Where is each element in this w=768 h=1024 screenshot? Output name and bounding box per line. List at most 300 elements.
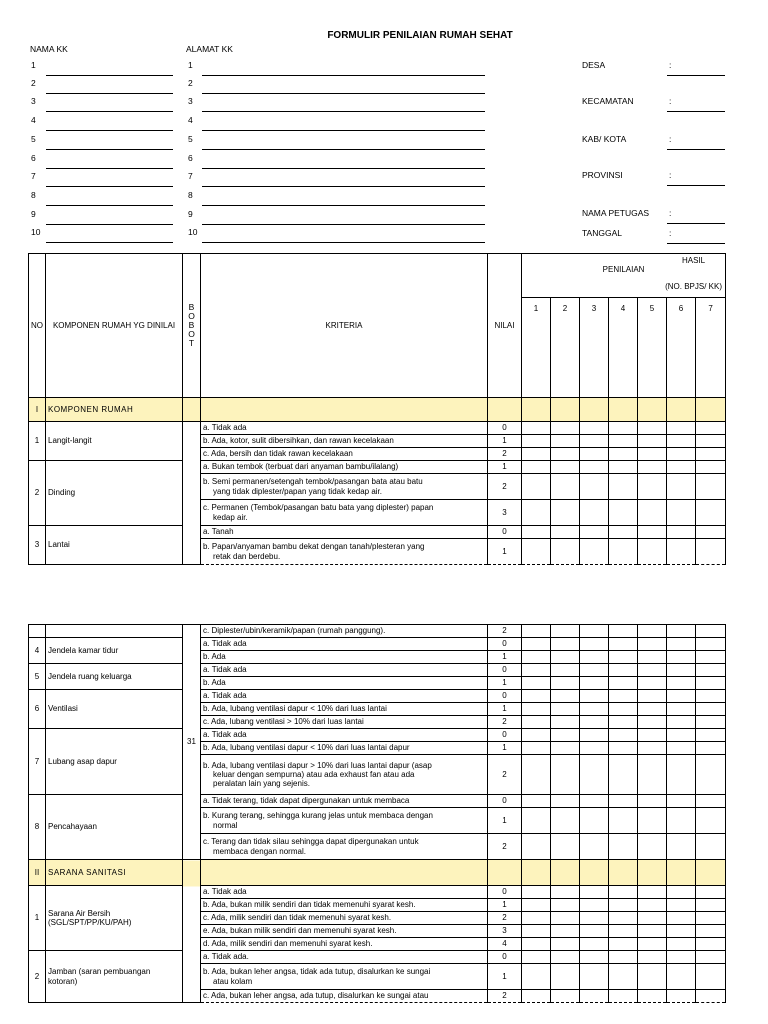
result-cell[interactable] [667,690,696,703]
alamat-kk-field[interactable] [202,224,485,225]
result-cell[interactable] [522,925,551,938]
result-cell[interactable] [580,677,609,690]
result-cell[interactable] [522,808,551,834]
result-cell[interactable] [580,808,609,834]
result-cell[interactable] [696,938,726,951]
result-cell[interactable] [609,834,638,860]
alamat-kk-field[interactable] [202,93,485,94]
nama-kk-field[interactable] [46,93,173,94]
item-number: 8 [29,795,46,860]
criteria-value: 2 [488,990,522,1003]
result-cell[interactable] [580,834,609,860]
result-cell[interactable] [696,539,726,565]
result-cell[interactable] [638,677,667,690]
result-cell[interactable] [522,677,551,690]
result-cell[interactable] [638,990,667,1003]
alamat-kk-field[interactable] [202,75,485,76]
result-cell[interactable] [609,474,638,500]
result-cell[interactable] [551,808,580,834]
result-cell[interactable] [667,474,696,500]
result-col-2: 2 [551,298,580,398]
result-cell[interactable] [551,729,580,742]
result-cell[interactable] [609,638,638,651]
result-cell[interactable] [667,886,696,899]
result-cell[interactable] [609,990,638,1003]
result-cell[interactable] [551,912,580,925]
result-cell[interactable] [551,422,580,435]
result-cell[interactable] [667,716,696,729]
result-cell[interactable] [638,899,667,912]
result-cell[interactable] [551,474,580,500]
result-cell[interactable] [609,435,638,448]
result-cell[interactable] [638,886,667,899]
result-cell[interactable] [609,500,638,526]
criteria-text [201,539,488,565]
alamat-kk-field[interactable] [202,205,485,206]
result-cell[interactable] [580,716,609,729]
criteria-text [201,938,488,951]
result-cell[interactable] [609,886,638,899]
criteria-text [201,795,488,808]
alamat-kk-row-number: 8 [188,190,193,200]
location-colon: : [669,96,672,106]
result-cell[interactable] [580,964,609,990]
result-cell[interactable] [551,990,580,1003]
result-cell[interactable] [580,899,609,912]
criteria-line: c. Ada, bukan leher angsa, ada tutup, disalurkan ke sungai atau [203,991,429,1001]
criteria-line: a. Tidak ada [203,730,247,740]
result-cell[interactable] [609,703,638,716]
result-cell[interactable] [638,461,667,474]
result-cell[interactable] [609,526,638,539]
result-cell[interactable] [522,448,551,461]
alamat-kk-field[interactable] [202,242,485,243]
item-number: 5 [29,664,46,690]
criteria-line-cont: membaca dengan normal. [213,846,306,856]
nama-kk-field[interactable] [46,111,173,112]
result-cell[interactable] [609,964,638,990]
result-cell[interactable] [696,886,726,899]
item-name-line: kotoran) [48,976,78,986]
col-header-hasil: HASIL PENILAIAN [522,254,726,277]
result-cell[interactable] [522,755,551,795]
item-name-line: Lubang asap dapur [48,756,117,766]
item-number: 1 [29,886,46,951]
result-cell[interactable] [522,938,551,951]
result-cell[interactable] [522,422,551,435]
result-cell[interactable] [580,938,609,951]
result-cell[interactable] [580,925,609,938]
result-cell[interactable] [580,742,609,755]
nama-kk-field[interactable] [46,186,173,187]
result-cell[interactable] [667,808,696,834]
item-number [29,625,46,638]
result-cell[interactable] [551,703,580,716]
result-cell[interactable] [667,664,696,677]
result-cell[interactable] [522,990,551,1003]
result-cell[interactable] [522,951,551,964]
result-cell[interactable] [638,435,667,448]
result-cell[interactable] [696,964,726,990]
result-cell[interactable] [667,625,696,638]
result-cell[interactable] [551,690,580,703]
result-cell[interactable] [551,664,580,677]
result-cell[interactable] [609,951,638,964]
result-cell[interactable] [638,690,667,703]
result-cell[interactable] [696,925,726,938]
alamat-kk-field[interactable] [202,186,485,187]
result-cell[interactable] [696,795,726,808]
location-field[interactable] [667,243,725,244]
location-field[interactable] [667,149,725,150]
result-cell[interactable] [609,755,638,795]
result-cell[interactable] [522,539,551,565]
criteria-text [201,435,488,448]
result-cell[interactable] [522,638,551,651]
result-cell[interactable] [551,539,580,565]
result-cell[interactable] [551,625,580,638]
result-cell[interactable] [551,951,580,964]
result-cell[interactable] [609,677,638,690]
result-cell[interactable] [696,448,726,461]
result-cell[interactable] [609,729,638,742]
criteria-text [201,951,488,964]
result-cell[interactable] [667,435,696,448]
result-cell[interactable] [522,716,551,729]
result-cell[interactable] [667,755,696,795]
criteria-line: a. Tidak ada [203,691,247,701]
result-cell[interactable] [667,638,696,651]
criteria-value: 0 [488,664,522,677]
result-cell[interactable] [609,422,638,435]
criteria-text [201,526,488,539]
result-cell[interactable] [551,500,580,526]
result-cell[interactable] [522,795,551,808]
result-cell[interactable] [667,951,696,964]
result-cell[interactable] [696,422,726,435]
result-cell[interactable] [551,742,580,755]
criteria-value: 0 [488,422,522,435]
location-field[interactable] [667,111,725,112]
result-cell[interactable] [580,795,609,808]
result-cell[interactable] [551,716,580,729]
criteria-line-cont: peralatan lain yang sejenis. [213,779,310,789]
result-cell[interactable] [667,651,696,664]
result-cell[interactable] [696,677,726,690]
result-cell[interactable] [638,808,667,834]
result-cell[interactable] [522,651,551,664]
result-cell[interactable] [551,834,580,860]
result-cell[interactable] [580,664,609,677]
result-cell[interactable] [609,448,638,461]
criteria-line: b. Papan/anyaman bambu dekat dengan tanah/plesteran yang [203,542,425,552]
result-cell[interactable] [609,742,638,755]
location-field[interactable] [667,185,725,186]
result-cell[interactable] [638,912,667,925]
result-cell[interactable] [609,690,638,703]
result-cell[interactable] [551,677,580,690]
result-cell[interactable] [522,912,551,925]
result-cell[interactable] [696,755,726,795]
result-cell[interactable] [580,435,609,448]
result-cell[interactable] [696,461,726,474]
result-cell[interactable] [638,422,667,435]
result-cell[interactable] [551,638,580,651]
alamat-kk-row-number: 9 [188,209,193,219]
result-cell[interactable] [667,500,696,526]
nama-kk-field[interactable] [46,130,173,131]
result-cell[interactable] [667,422,696,435]
result-cell[interactable] [696,664,726,677]
result-cell[interactable] [667,677,696,690]
result-cell[interactable] [667,461,696,474]
result-cell[interactable] [551,795,580,808]
result-cell[interactable] [638,716,667,729]
result-cell[interactable] [522,690,551,703]
nama-kk-field[interactable] [46,75,173,76]
nama-kk-field[interactable] [46,149,173,150]
result-cell[interactable] [580,526,609,539]
result-cell[interactable] [522,435,551,448]
criteria-line: b. Ada [203,678,226,688]
result-cell[interactable] [522,834,551,860]
result-cell[interactable] [667,742,696,755]
result-cell[interactable] [667,448,696,461]
result-cell[interactable] [551,651,580,664]
result-cell[interactable] [638,651,667,664]
result-cell[interactable] [696,500,726,526]
result-cell[interactable] [522,461,551,474]
nama-kk-field[interactable] [46,168,173,169]
result-cell[interactable] [638,742,667,755]
result-cell[interactable] [667,938,696,951]
result-cell[interactable] [580,500,609,526]
result-cell[interactable] [609,899,638,912]
result-cell[interactable] [696,638,726,651]
criteria-text [201,925,488,938]
criteria-value: 0 [488,886,522,899]
criteria-row [29,690,726,703]
result-cell[interactable] [609,461,638,474]
result-cell[interactable] [580,422,609,435]
result-cell[interactable] [609,925,638,938]
result-cell[interactable] [551,526,580,539]
result-cell[interactable] [551,964,580,990]
result-cell[interactable] [638,834,667,860]
result-cell[interactable] [696,899,726,912]
criteria-line: a. Tidak ada [203,423,247,433]
result-cell[interactable] [522,474,551,500]
criteria-text [201,474,488,500]
criteria-value: 2 [488,625,522,638]
result-cell[interactable] [638,664,667,677]
result-col-6: 6 [667,298,696,398]
result-cell[interactable] [638,795,667,808]
result-cell[interactable] [638,938,667,951]
criteria-text [201,755,488,795]
criteria-value: 2 [488,755,522,795]
result-cell[interactable] [609,664,638,677]
result-cell[interactable] [696,716,726,729]
result-cell[interactable] [522,742,551,755]
result-cell[interactable] [638,474,667,500]
result-cell[interactable] [667,964,696,990]
criteria-line: a. Tidak ada [203,639,247,649]
section-blank-cell [580,860,609,886]
alamat-kk-field[interactable] [202,130,485,131]
alamat-kk-row-number: 1 [188,60,193,70]
result-cell[interactable] [580,625,609,638]
result-cell[interactable] [580,651,609,664]
alamat-kk-field[interactable] [202,168,485,169]
result-cell[interactable] [696,625,726,638]
result-cell[interactable] [580,912,609,925]
result-cell[interactable] [580,690,609,703]
result-cell[interactable] [580,539,609,565]
result-cell[interactable] [609,651,638,664]
result-cell[interactable] [638,448,667,461]
result-cell[interactable] [522,899,551,912]
criteria-text [201,886,488,899]
result-cell[interactable] [638,951,667,964]
location-field[interactable] [667,75,725,76]
result-cell[interactable] [551,899,580,912]
criteria-line: a. Tidak ada. [203,952,249,962]
result-cell[interactable] [580,755,609,795]
result-cell[interactable] [551,886,580,899]
result-cell[interactable] [522,625,551,638]
location-field[interactable] [667,223,725,224]
result-cell[interactable] [609,795,638,808]
criteria-value: 3 [488,925,522,938]
result-cell[interactable] [580,951,609,964]
criteria-value: 1 [488,808,522,834]
result-cell[interactable] [522,500,551,526]
result-cell[interactable] [638,539,667,565]
result-cell[interactable] [667,912,696,925]
criteria-line: b. Ada [203,652,226,662]
result-cell[interactable] [580,729,609,742]
result-cell[interactable] [638,703,667,716]
result-cell[interactable] [667,729,696,742]
section-title: KOMPONEN RUMAH [46,398,183,422]
result-cell[interactable] [667,834,696,860]
result-cell[interactable] [667,795,696,808]
result-cell[interactable] [580,703,609,716]
result-cell[interactable] [696,951,726,964]
result-cell[interactable] [551,938,580,951]
result-cell[interactable] [638,964,667,990]
section-blank-cell [696,860,726,886]
result-cell[interactable] [638,729,667,742]
result-cell[interactable] [667,925,696,938]
result-cell[interactable] [551,755,580,795]
criteria-text [201,500,488,526]
result-cell[interactable] [638,925,667,938]
result-cell[interactable] [609,938,638,951]
result-cell[interactable] [551,461,580,474]
result-cell[interactable] [667,990,696,1003]
result-cell[interactable] [696,808,726,834]
result-cell[interactable] [638,500,667,526]
result-cell[interactable] [638,638,667,651]
result-cell[interactable] [551,448,580,461]
result-cell[interactable] [522,729,551,742]
criteria-text [201,448,488,461]
criteria-text [201,677,488,690]
location-colon: : [669,208,672,218]
result-cell[interactable] [667,526,696,539]
bobot-value: 31 [183,625,201,860]
result-cell[interactable] [580,638,609,651]
result-cell[interactable] [522,526,551,539]
result-cell[interactable] [522,664,551,677]
result-cell[interactable] [696,651,726,664]
result-cell[interactable] [696,435,726,448]
criteria-line: c. Ada, lubang ventilasi > 10% dari luas lantai [203,717,364,727]
result-col-5: 5 [638,298,667,398]
result-cell[interactable] [696,912,726,925]
result-cell[interactable] [696,834,726,860]
result-cell[interactable] [667,899,696,912]
result-cell[interactable] [638,625,667,638]
item-name [46,729,183,795]
result-cell[interactable] [609,808,638,834]
nama-kk-field[interactable] [46,205,173,206]
result-cell[interactable] [522,703,551,716]
criteria-line: c. Ada, milik sendiri dan tidak memenuhi syarat kesh. [203,913,392,923]
alamat-kk-field[interactable] [202,111,485,112]
result-cell[interactable] [696,729,726,742]
location-colon: : [669,60,672,70]
result-cell[interactable] [580,990,609,1003]
result-cell[interactable] [609,716,638,729]
section-blank-cell [522,860,551,886]
result-cell[interactable] [696,526,726,539]
result-cell[interactable] [696,690,726,703]
result-cell[interactable] [580,448,609,461]
result-cell[interactable] [696,703,726,716]
col-header-komponen: KOMPONEN RUMAH YG DINILAI [46,254,183,398]
result-cell[interactable] [522,886,551,899]
result-cell[interactable] [638,755,667,795]
nama-kk-field[interactable] [46,224,173,225]
result-cell[interactable] [667,539,696,565]
alamat-kk-field[interactable] [202,149,485,150]
result-cell[interactable] [609,912,638,925]
result-cell[interactable] [522,964,551,990]
location-label: KECAMATAN [582,96,634,106]
result-cell[interactable] [696,990,726,1003]
result-cell[interactable] [667,703,696,716]
result-cell[interactable] [696,742,726,755]
result-cell[interactable] [580,886,609,899]
result-cell[interactable] [580,474,609,500]
result-cell[interactable] [580,461,609,474]
alamat-kk-label: ALAMAT KK [186,44,233,54]
result-cell[interactable] [609,625,638,638]
result-cell[interactable] [696,474,726,500]
result-cell[interactable] [638,526,667,539]
criteria-value: 1 [488,461,522,474]
nama-kk-field[interactable] [46,242,173,243]
result-cell[interactable] [551,925,580,938]
result-col-4: 4 [609,298,638,398]
result-cell[interactable] [551,435,580,448]
result-cell[interactable] [609,539,638,565]
criteria-text [201,990,488,1003]
criteria-value: 1 [488,899,522,912]
